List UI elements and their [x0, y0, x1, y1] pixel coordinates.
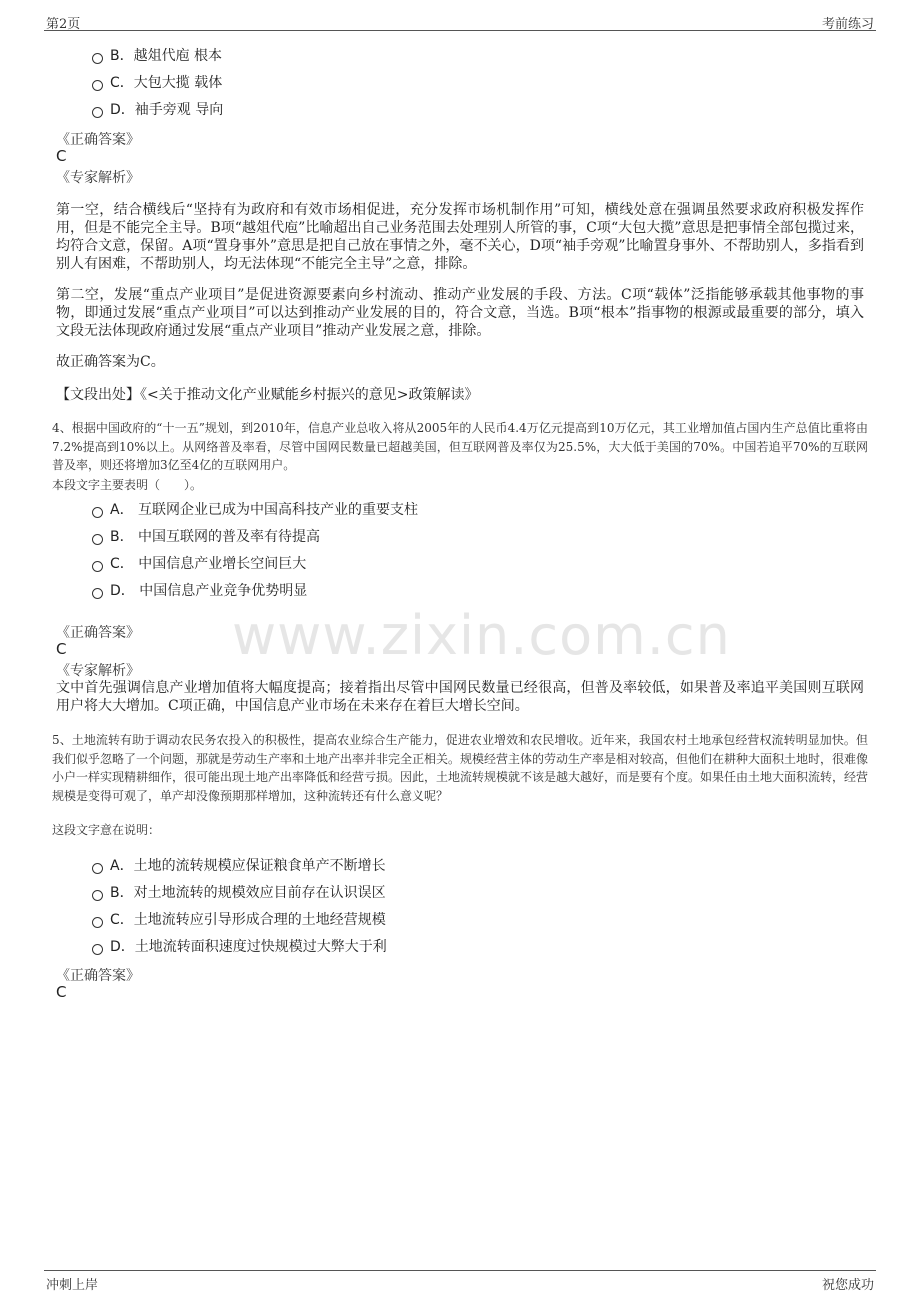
q4-analysis: 文中首先强调信息产业增加值将大幅度提高；接着指出尽管中国网民数量已经很高，但普及率较低，如果普及率追平美国则互联网用户将大大增加。C项正确，中国信息产业市场在未来存在着巨大增长空间。: [56, 680, 864, 714]
radio-icon[interactable]: [92, 107, 103, 118]
q5-prompt: 这段文字意在说明：: [52, 823, 161, 837]
q5-stem: 5、土地流转有助于调动农民务农投入的积极性，提高农业综合生产能力，促进农业增效和农民增收。近年来，我国农村土地承包经营权流转明显加快。但我们似乎忽略了一个问题，那就是劳动生产率和土地产出率并非完全正相关。规模经营主体的劳动生产率是相对较高，但他们在耕种大面积土地时，很难像小户一样实现精耕细作，很可能出现土地产出率降低和经营亏损。因此，土地流转规模就不该是越大越好，而是要有个度。如果任由土地大面积流转，经营规模是变得可观了，单产却没像预期那样增加，这种流转还有什么意义呢？: [52, 733, 869, 803]
watermark: www.zixin.com.cn: [232, 604, 731, 667]
radio-icon[interactable]: [92, 917, 103, 928]
q5-option-a[interactable]: A．土地的流转规模应保证粮食单产不断增长: [92, 855, 386, 877]
q4-stem: 4、根据中国政府的“十一五”规划，到2010年，信息产业总收入将从2005年的人民币4.4万亿元提高到10万亿元，其工业增加值占国内生产总值比重将由7.2%提高到10%以上。从网络普及率看，尽管中国网民数量已超越美国，但互联网普及率仅为25.5%，大大低于美国的70%。中国若追平70%的互联网普及率，则还将增加3亿至4亿的互联网用户。: [52, 421, 868, 473]
page-number: 第2页: [46, 17, 81, 32]
q4-answer-label: 《正确答案》: [56, 625, 140, 641]
q4-option-b[interactable]: B． 中国互联网的普及率有待提高: [92, 526, 320, 548]
radio-icon[interactable]: [92, 944, 103, 955]
footer-left-text: 冲刺上岸: [46, 1278, 99, 1293]
q3-source: 【文段出处】《<关于推动文化产业赋能乡村振兴的意见>政策解读》: [56, 387, 479, 403]
radio-icon[interactable]: [92, 80, 103, 91]
footer-right-text: 祝您成功: [821, 1278, 874, 1293]
q3-analysis-paragraph-2: 第二空，发展“重点产业项目”是促进资源要素向乡村流动、推动产业发展的手段、方法。C项“载体”泛指能够承载其他事物的事物，即通过发展“重点产业项目”可以达到推动产业发展的目的，符合文意，当选。B项“根本”指事物的根源或最重要的部分，填入文段无法体现政府通过发展“重点产业项目”推动产业发展之意，排除。: [56, 287, 864, 339]
radio-icon[interactable]: [92, 863, 103, 874]
q5-option-b[interactable]: B．对土地流转的规模效应目前存在认识误区: [92, 882, 386, 904]
page-header: [44, 12, 876, 31]
q4-option-c[interactable]: C． 中国信息产业增长空间巨大: [92, 553, 306, 575]
radio-icon[interactable]: [92, 561, 103, 572]
q4-answer: C: [56, 640, 67, 658]
radio-icon[interactable]: [92, 588, 103, 599]
q5-option-d[interactable]: D．土地流转面积速度过快规模过大弊大于利: [92, 936, 387, 958]
q4-analysis-label: 《专家解析》: [56, 663, 140, 679]
q4-prompt: 本段文字主要表明（ ）。: [52, 478, 203, 492]
q5-answer: C: [56, 983, 67, 1001]
page-footer: [44, 1270, 876, 1295]
radio-icon[interactable]: [92, 507, 103, 518]
q3-analysis-paragraph-1: 第一空，结合横线后“坚持有为政府和有效市场相促进，充分发挥市场机制作用”可知，横线处意在强调虽然要求政府积极发挥作用，但是不能完全主导。B项“越俎代庖”比喻超出自己业务范围去处理别人所管的事，C项“大包大揽”意思是把事情全部包揽过来，均符合文意，保留。A项“置身事外”意思是把自己放在事情之外，毫不关心，D项“袖手旁观”比喻置身事外、不帮助别人，多指看到别人有困难，不帮助别人，均无法体现“不能完全主导”之意，排除。: [56, 202, 864, 272]
q3-option-b[interactable]: B．越俎代庖 根本: [92, 45, 222, 67]
q4-option-a[interactable]: A． 互联网企业已成为中国高科技产业的重要支柱: [92, 499, 418, 521]
q3-option-d[interactable]: D．袖手旁观 导向: [92, 99, 223, 121]
q3-option-c[interactable]: C．大包大揽 载体: [92, 72, 222, 94]
q3-conclusion: 故正确答案为C。: [56, 354, 165, 370]
radio-icon[interactable]: [92, 53, 103, 64]
q3-answer-label: 《正确答案》: [56, 132, 140, 148]
q4-option-d[interactable]: D． 中国信息产业竞争优势明显: [92, 580, 307, 602]
q3-analysis-label: 《专家解析》: [56, 170, 140, 186]
q5-answer-label: 《正确答案》: [56, 968, 140, 984]
header-title: 考前练习: [821, 17, 874, 32]
radio-icon[interactable]: [92, 890, 103, 901]
q3-answer: C: [56, 147, 67, 165]
radio-icon[interactable]: [92, 534, 103, 545]
q5-option-c[interactable]: C．土地流转应引导形成合理的土地经营规模: [92, 909, 386, 931]
